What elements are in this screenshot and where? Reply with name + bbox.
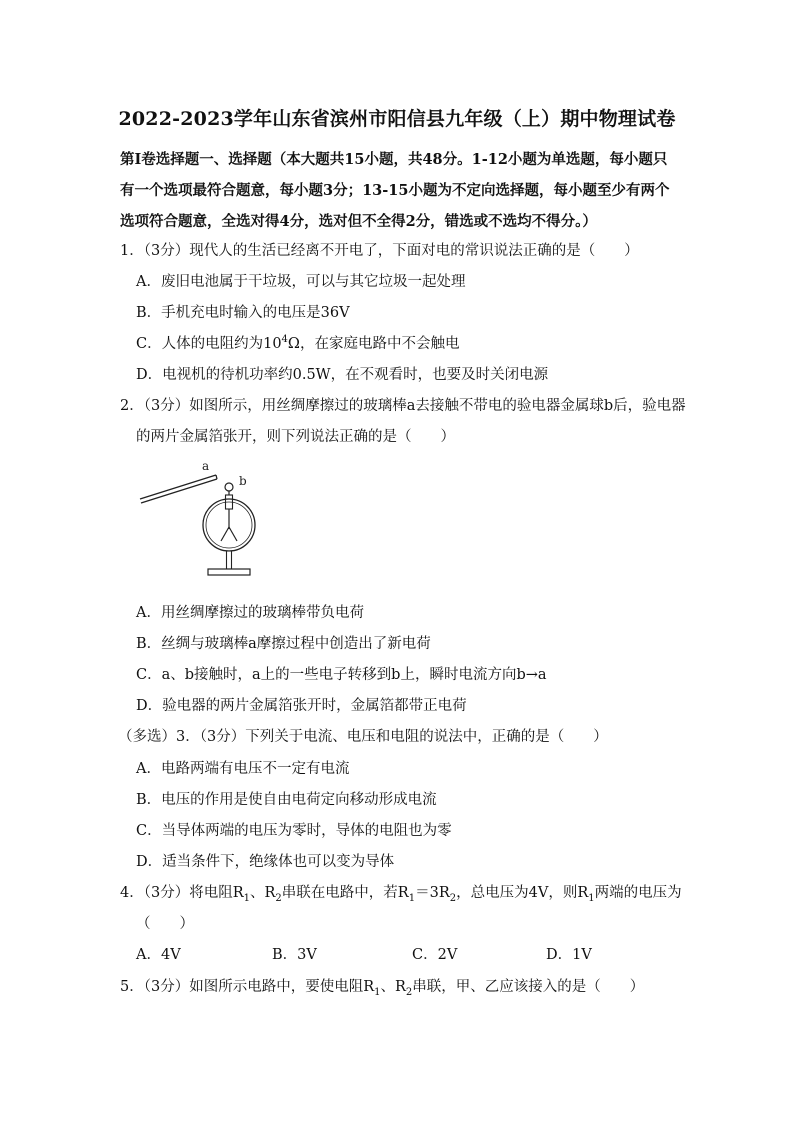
q4-subscript: 2 — [449, 892, 457, 904]
q4-stem-text: 串联在电路中，若R — [281, 885, 409, 901]
q1-option-c — [136, 332, 459, 353]
q2-stem-line2: 的两片金属箔张开，则下列说法正确的是（ ） — [136, 429, 455, 445]
q5-stem — [120, 975, 644, 998]
stand-post — [227, 551, 232, 569]
q3-option-b: B．电压的作用是使自由电荷定向移动形成电流 — [136, 792, 437, 808]
metal-leaf-left — [221, 527, 229, 541]
q1-stem: 1．（3分）现代人的生活已经离不开电了，下面对电的常识说法正确的是（ ） — [120, 243, 639, 259]
q4-stem-text: 、R — [250, 885, 276, 901]
q5-stem-text: 5．（3分）如图所示电路中，要使电阻R — [120, 979, 375, 995]
q4-stem-text: ，总电压为4V，则R — [456, 885, 589, 901]
page-title: 2022-2023学年山东省滨州市阳信县九年级（上）期中物理试卷 — [118, 108, 676, 130]
q3-option-d: D．适当条件下，绝缘体也可以变为导体 — [136, 854, 395, 870]
glass-rod-bottom-edge — [141, 479, 217, 503]
glass-rod-end — [216, 475, 217, 479]
q4-stem — [120, 881, 682, 904]
label-a: a — [202, 459, 210, 473]
q4-option-b: B．3V — [272, 947, 317, 963]
q2-option-b: B．丝绸与玻璃棒a摩擦过程中创造出了新电荷 — [136, 636, 431, 652]
q2-option-d: D．验电器的两片金属箔张开时，金属箔都带正电荷 — [136, 698, 467, 714]
q3-option-c: C．当导体两端的电压为零时，导体的电阻也为零 — [136, 823, 452, 839]
q3-option-a: A．电路两端有电压不一定有电流 — [136, 761, 350, 777]
glass-rod-top-edge — [140, 475, 216, 499]
q2-option-c: C．a、b接触时，a上的一些电子转移到b上，瞬时电流方向b→a — [136, 667, 547, 683]
metal-leaf-right — [229, 527, 237, 541]
q1-option-a: A．废旧电池属于干垃圾，可以与其它垃圾一起处理 — [136, 274, 466, 290]
q4-subscript: 2 — [275, 892, 282, 904]
metal-ball — [225, 483, 233, 491]
q2-option-a: A．用丝绸摩擦过的玻璃棒带负电荷 — [136, 605, 364, 621]
section-header: 第Ⅰ卷选择题一、选择题（本大题共15小题，共48分。1-12小题为单选题，每小题只有一个选项最符合题意，每小题3分；13-15小题为不定向选择题，每小题至少有两个选项符合题意，全选对得4分，选对但不全得2分，错选或不选均不得分。） — [120, 151, 670, 230]
q1-option-d: D．电视机的待机功率约0.5W，在不观看时，也要及时关闭电源 — [136, 367, 549, 383]
q1-option-c-text: C．人体的电阻约为10 — [136, 336, 282, 352]
q4-stem-text: 4．（3分）将电阻R — [120, 885, 244, 901]
stand-base — [208, 569, 250, 575]
q1-option-c-exponent: 4 — [281, 334, 288, 346]
q5-stem-text: 串联，甲、乙应该接入的是（ ） — [412, 979, 645, 995]
q4-option-c: C．2V — [412, 947, 458, 963]
q5-subscript: 2 — [405, 986, 413, 998]
label-b: b — [239, 474, 247, 488]
electroscope-diagram — [136, 455, 276, 585]
q1-option-b: B．手机充电时输入的电压是36V — [136, 305, 350, 321]
q4-option-d: D．1V — [546, 947, 592, 963]
q4-subscript: 1 — [588, 892, 595, 904]
q4-stem-text: 两端的电压为 — [594, 885, 682, 901]
q4-stem-cont: （ ） — [136, 916, 194, 932]
q5-stem-text: 、R — [380, 979, 406, 995]
q4-options — [136, 943, 656, 963]
q5-subscript: 1 — [374, 986, 381, 998]
q4-subscript: 1 — [243, 892, 250, 904]
q2-stem-line1: 2．（3分）如图所示，用丝绸摩擦过的玻璃棒a去接触不带电的验电器金属球b后，验电器 — [120, 398, 686, 414]
q1-option-c-text-rest: Ω，在家庭电路中不会触电 — [287, 336, 460, 352]
q4-option-a: A．4V — [136, 947, 181, 963]
q4-stem-text: ＝3R — [415, 885, 450, 901]
q4-subscript: 1 — [408, 892, 416, 904]
q3-stem: （多选）3．（3分）下列关于电流、电压和电阻的说法中，正确的是（ ） — [118, 729, 608, 745]
electroscope-figure — [136, 455, 276, 585]
